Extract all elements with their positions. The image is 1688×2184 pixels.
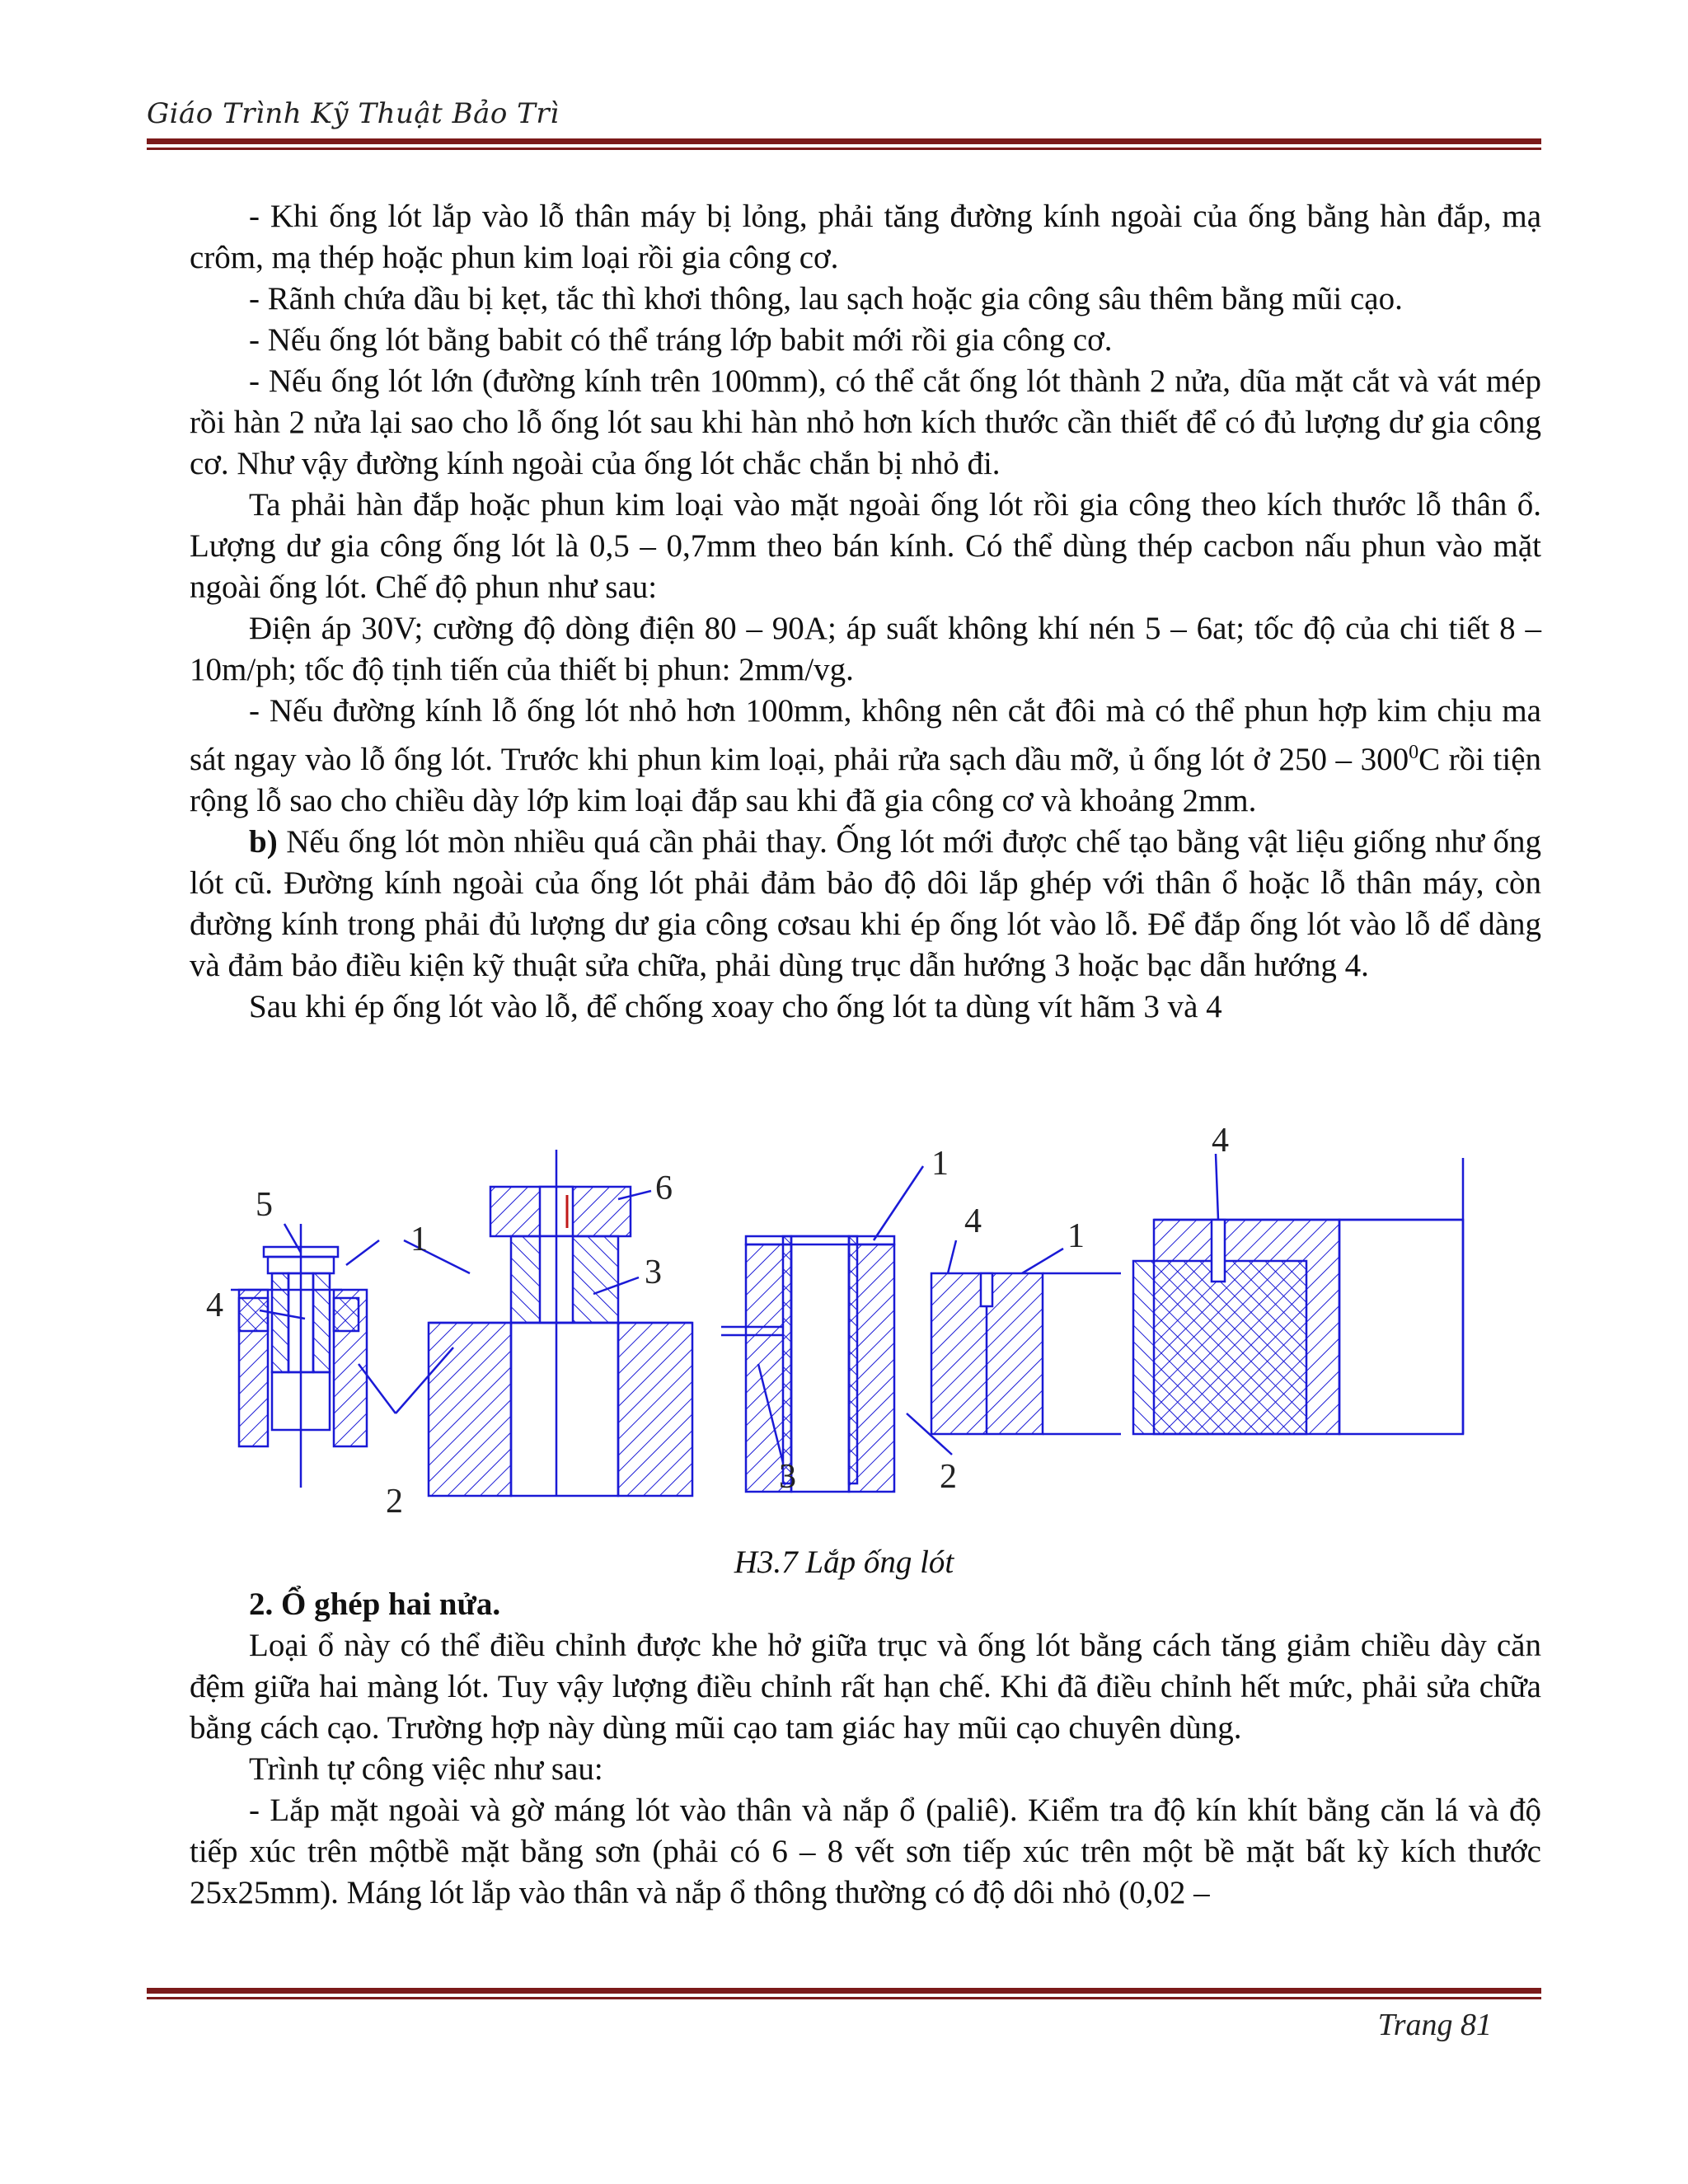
label-4: 4 bbox=[964, 1202, 982, 1240]
drawing-5 bbox=[1133, 1158, 1463, 1434]
item-label: b) bbox=[249, 824, 278, 860]
paragraph: - Nếu ống lót bằng babit có thể tráng lớp babit mới rồi gia công cơ. bbox=[249, 322, 1113, 358]
paragraph bbox=[190, 822, 1541, 987]
footer-rule-thick bbox=[147, 1988, 1541, 1994]
paragraph: - Nếu ống lót lớn (đường kính trên 100mm), có thể cắt ống lót thành 2 nửa, dũa mặt cắt và vát mép rồi hàn 2 nửa lại sao cho lỗ ống lót sau khi hàn nhỏ hơn kích thước cần thiết để có đủ lượng dư gia công cơ. Như vậy đường kính ngoài của ống lót chắc chắn bị nhỏ đi. bbox=[190, 363, 1541, 481]
label-2: 2 bbox=[940, 1458, 957, 1496]
paragraph: - Lắp mặt ngoài và gờ máng lót vào thân và nắp ổ (paliê). Kiểm tra độ kín khít bằng căn lá và độ tiếp xúc trên mộtbề mặt bằng sơn (phải có 6 – 8 vết sơn tiếp xúc trên một bề mặt bất kỳ kích thước 25x25mm). Máng lót lắp vào thân và nắp ổ thông thường có độ dôi nhỏ (0,02 – bbox=[190, 1793, 1541, 1910]
section-2 bbox=[190, 1584, 1541, 1914]
label-1: 1 bbox=[931, 1145, 949, 1183]
label-3: 3 bbox=[779, 1458, 796, 1496]
label-4: 4 bbox=[206, 1286, 223, 1324]
figure-bushing-assembly bbox=[206, 1100, 1517, 1545]
drawing-3 bbox=[721, 1236, 894, 1492]
header-rule-thick bbox=[147, 138, 1541, 144]
paragraph-part: Nếu ống lót mòn nhiều quá cần phải thay. Ống lót mới được chế tạo bằng vật liệu giống như ống lót cũ. Đường kính ngoài của ống lót phải đảm bảo độ dôi lắp ghép với thân ổ hoặc lỗ thân máy, còn đường kính trong phải đủ lượng dư gia công cơsau khi ép ống lót vào lỗ. Để đắp ống lót vào lỗ dể dàng và đảm bảo điều kiện kỹ thuật sửa chữa, phải dùng trục dẫn hướng 3 hoặc bạc dẫn hướng 4. bbox=[190, 824, 1541, 983]
label-6: 6 bbox=[655, 1169, 673, 1207]
label-1: 1 bbox=[410, 1221, 428, 1258]
label-1: 1 bbox=[1067, 1217, 1085, 1255]
paragraph-part: - Nếu đường kính lỗ ống lót nhỏ hơn 100mm, không nên cắt đôi mà có thể phun hợp kim chịu ma sát ngay vào lỗ ống lót. Trước khi phun kim loại, phải rửa sạch dầu mỡ, ủ ống lót ở 250 – 300 bbox=[190, 693, 1541, 777]
paragraph: - Rãnh chứa dầu bị kẹt, tắc thì khơi thông, lau sạch hoặc gia công sâu thêm bằng mũi cạo. bbox=[249, 281, 1403, 316]
page-number: Trang 81 bbox=[1377, 2008, 1492, 2042]
paragraph bbox=[190, 691, 1541, 822]
drawing-2 bbox=[429, 1150, 692, 1496]
drawing-4 bbox=[931, 1273, 1121, 1434]
label-5: 5 bbox=[256, 1186, 273, 1224]
figure-caption: H3.7 Lắp ống lót bbox=[734, 1544, 954, 1580]
paragraph: Loại ổ này có thể điều chỉnh được khe hở giữa trục và ống lót bằng cách tăng giảm chiều dày căn đệm giữa hai màng lót. Tuy vậy lượng điều chỉnh rất hạn chế. Khi đã điều chỉnh hết mức, phải sửa chữa bằng cách cạo. Trường hợp này dùng mũi cạo tam giác hay mũi cạo chuyên dùng. bbox=[190, 1628, 1541, 1746]
running-header: Giáo Trình Kỹ Thuật Bảo Trì bbox=[147, 97, 560, 130]
drawing-1 bbox=[231, 1224, 367, 1488]
paragraph-part: C rồi tiện rộng lỗ sao cho chiều dày lớp kim loại đắp sau khi đã gia công cơ và khoảng 2mm. bbox=[190, 742, 1541, 818]
paragraph: Điện áp 30V; cường độ dòng điện 80 – 90A; áp suất không khí nén 5 – 6at; tốc độ của chi tiết 8 – 10m/ph; tốc độ tịnh tiến của thiết bị phun: 2mm/vg. bbox=[190, 611, 1541, 687]
paragraph: Ta phải hàn đắp hoặc phun kim loại vào mặt ngoài ống lót rồi gia công theo kích thước lỗ thân ổ. Lượng dư gia công ống lót là 0,5 – 0,7mm theo bán kính. Có thể dùng thép cacbon nấu phun vào mặt ngoài ống lót. Chế độ phun như sau: bbox=[190, 487, 1541, 605]
superscript: 0 bbox=[1409, 742, 1419, 763]
paragraph: Sau khi ép ống lót vào lỗ, để chống xoay cho ống lót ta dùng vít hãm 3 và 4 bbox=[249, 989, 1222, 1024]
section-heading: 2. Ổ ghép hai nửa. bbox=[249, 1586, 501, 1622]
label-4: 4 bbox=[1212, 1122, 1229, 1160]
footer-rule-thin bbox=[147, 1997, 1541, 1999]
label-3: 3 bbox=[645, 1254, 662, 1291]
body-text bbox=[190, 196, 1541, 1028]
paragraph: - Khi ống lót lắp vào lỗ thân máy bị lỏng, phải tăng đường kính ngoài của ống bằng hàn đắp, mạ crôm, mạ thép hoặc phun kim loại rồi gia công cơ. bbox=[190, 199, 1541, 275]
label-2: 2 bbox=[386, 1483, 403, 1521]
paragraph: Trình tự công việc như sau: bbox=[249, 1751, 603, 1787]
header-rule-thin bbox=[147, 148, 1541, 150]
